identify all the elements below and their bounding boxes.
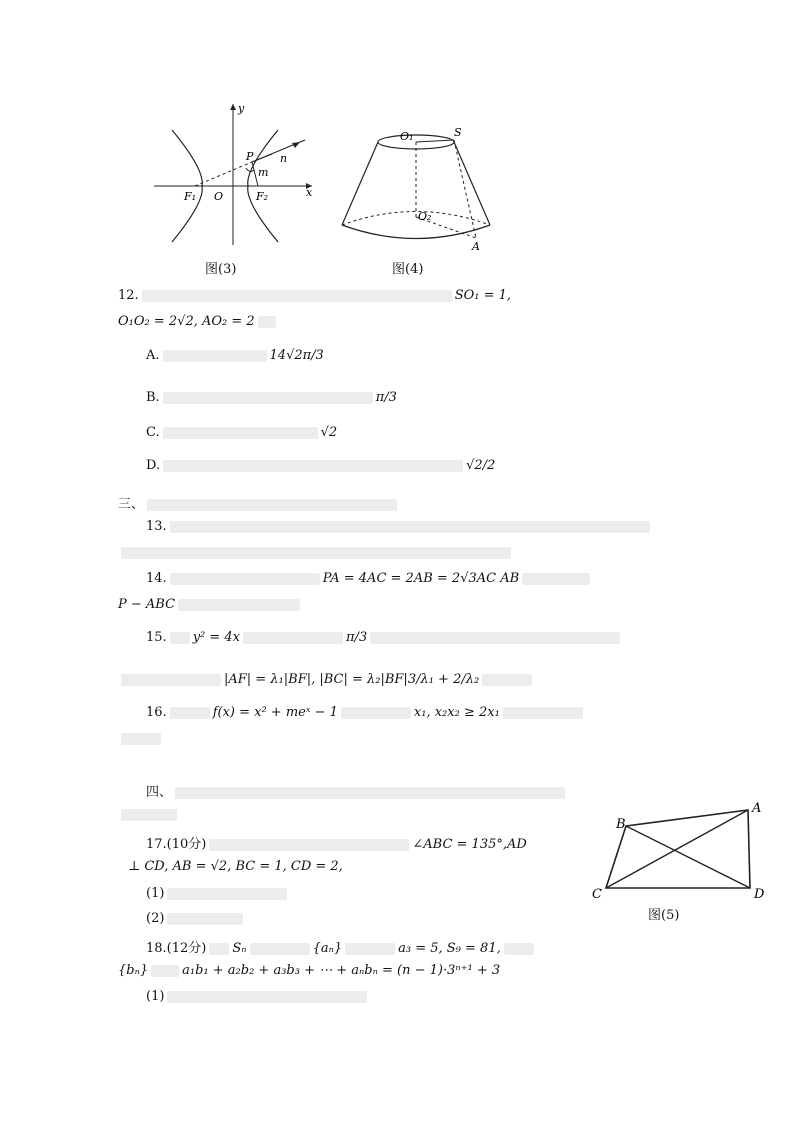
q16-math-2: x₁, x₂: [413, 705, 448, 720]
q17-part2: [146, 911, 246, 929]
label-m: m: [258, 166, 269, 179]
q15-number: 15.: [146, 630, 167, 645]
label-a5: A: [752, 801, 762, 816]
q14-number: 14.: [146, 571, 167, 586]
q14-line1: [146, 571, 593, 589]
figure-4-caption: 图(4): [392, 262, 424, 277]
q12-math-2: O₁O₂ = 2√2, AO₂ = 2: [118, 314, 255, 329]
q12-option-b: [146, 390, 397, 408]
q18-number: 18.(12分): [146, 941, 207, 956]
q18-math-2: {aₙ}: [312, 941, 343, 956]
q17-part2-label: (2): [146, 911, 165, 926]
q12-b-math: π/3: [375, 390, 397, 405]
q18-math-3: a₃ = 5, S₉ = 81,: [398, 941, 501, 956]
q12-option-c: [146, 425, 337, 443]
q14-math-2: P − ABC: [118, 597, 176, 612]
q12-option-d: [146, 458, 495, 476]
q15-math-1: y² = 4x: [192, 630, 241, 645]
q17-part1-label: (1): [146, 886, 165, 901]
figure-5-caption: 图(5): [648, 908, 680, 923]
q18-math-5: a₁b₁ + a₂b₂ + a₃b₃ + ⋯ + aₙbₙ = (n − 1)·3ⁿ⁺¹ + 3: [182, 963, 501, 978]
q18-math-1: Sₙ: [232, 941, 247, 956]
label-c5: C: [592, 887, 602, 902]
label-y: y: [238, 102, 245, 115]
label-x: x: [306, 186, 313, 199]
ray-arrow-icon: [292, 142, 300, 148]
q12-a-label: A.: [146, 348, 160, 363]
q15-line2: [118, 672, 535, 690]
label-s: S: [454, 126, 462, 139]
label-p: P: [246, 150, 254, 163]
label-d5: D: [754, 887, 765, 902]
q13-line1: [146, 519, 653, 537]
q16-line1: [146, 705, 586, 723]
label-b5: B: [616, 817, 626, 832]
label-o1: O₁: [400, 130, 414, 143]
segment-o1s: [416, 140, 454, 142]
q17-part1: [146, 886, 290, 904]
label-f1: F₁: [184, 190, 197, 203]
label-a: A: [472, 240, 480, 253]
dashed-line-f1p: [195, 162, 252, 186]
q12-b-label: B.: [146, 390, 160, 405]
q14-line2: [118, 597, 303, 615]
q18-line2: [118, 963, 500, 981]
q12-number: 12.: [118, 288, 139, 303]
q16-math-3: x₂ ≥ 2x₁: [447, 705, 500, 720]
diagonal-bd: [626, 826, 750, 888]
section-4-heading-line1: [146, 781, 568, 799]
q17-line1: [146, 833, 527, 851]
label-n: n: [280, 152, 288, 165]
q18-math-4: {bₙ}: [118, 963, 149, 978]
bottom-ellipse-front: [342, 225, 490, 239]
section-3-heading: [118, 493, 400, 511]
q17-math-2: ⊥ CD, AB = √2, BC = 1, CD = 2,: [128, 859, 343, 874]
section-4-heading-line2: [118, 807, 180, 825]
q12-d-math: √2/2: [466, 458, 496, 473]
q17-line2: [128, 859, 343, 877]
segment-sa: [454, 140, 476, 238]
figure-3-caption: 图(3): [205, 262, 237, 277]
left-generatrix: [342, 142, 378, 225]
section-3-label: 三、: [118, 497, 145, 512]
label-f2: F₂: [256, 190, 269, 203]
q14-math-1: PA = 4AC = 2AB = 2√3AC AB: [322, 571, 520, 586]
figure-3-hyperbola: [150, 100, 320, 250]
q12-stem-line2: [118, 314, 279, 332]
section-4-label: 四、: [146, 785, 173, 800]
q16-math-1: f(x) = x² + meˣ − 1: [212, 705, 338, 720]
q12-d-label: D.: [146, 458, 161, 473]
q16-number: 16.: [146, 705, 167, 720]
q17-math-1: ∠ABC = 135°,AD: [412, 837, 527, 852]
q12-a-math: 14√2π/3: [269, 348, 324, 363]
q15-math-3: |AF| = λ₁|BF|, |BC| = λ₂|BF|: [224, 672, 408, 687]
right-generatrix: [454, 142, 490, 225]
q18-part1-label: (1): [146, 989, 165, 1004]
q17-number: 17.(10分): [146, 837, 207, 852]
q12-math-1: SO₁ = 1,: [454, 288, 512, 303]
q13-line2: [118, 545, 514, 563]
q15-line1: [146, 630, 623, 648]
q12-option-a: [146, 348, 324, 366]
q18-line1: [146, 937, 537, 955]
q12-stem-line1: [118, 288, 511, 306]
q12-c-math: √2: [320, 425, 338, 440]
vector-n: [252, 154, 272, 162]
q16-line2: [118, 731, 164, 749]
bottom-ellipse-back: [342, 212, 490, 226]
label-o2: O₂: [418, 210, 432, 223]
angle-arc: [246, 168, 254, 172]
label-o: O: [214, 190, 224, 203]
q18-part1: [146, 989, 370, 1007]
figure-5-quadrilateral: [588, 800, 778, 905]
q13-number: 13.: [146, 519, 167, 534]
y-axis-arrow-icon: [230, 104, 236, 110]
q12-c-label: C.: [146, 425, 160, 440]
q15-math-2: π/3: [346, 630, 368, 645]
figure-4-frustum: [338, 120, 498, 260]
q15-math-4: 3/λ₁ + 2/λ₂: [407, 672, 480, 687]
